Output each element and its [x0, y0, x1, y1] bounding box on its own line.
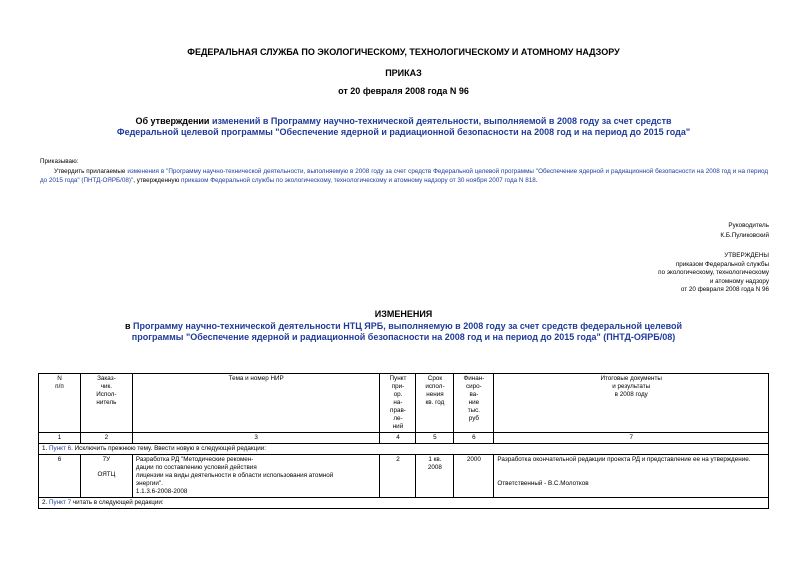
row-customer-executor: [80, 455, 132, 498]
approval-line: приказом Федеральной службы: [675, 260, 769, 268]
header-cell: N п/п: [39, 374, 81, 433]
row-number: 6: [39, 455, 81, 498]
column-number: 1: [39, 433, 81, 444]
row-funding: 2000: [454, 455, 494, 498]
table-note-row: [39, 498, 769, 509]
row-executor: ОЯТЦ: [97, 471, 116, 478]
item-6-link[interactable]: Пункт 6: [49, 445, 72, 452]
paragraph-start: Утвердить прилагаемые: [54, 168, 126, 175]
agency-heading: ФЕДЕРАЛЬНАЯ СЛУЖБА ПО ЭКОЛОГИЧЕСКОМУ, ТЕХНОЛОГИЧЕСКОМУ И АТОМНОМУ НАДЗОРУ: [187, 47, 620, 57]
order-title-link[interactable]: изменений в Программу научно-технической деятельности, выполняемой в 2008 году за счет средств Федеральной целевой программы "Обеспечение ядерной и радиационной безопасности на 2008 год и на период до 2015 года": [116, 116, 691, 137]
header-cell: Срок испол- нения кв. год: [416, 374, 454, 433]
approval-line: и атомному надзору: [709, 277, 769, 285]
table-row: [39, 455, 769, 498]
column-number: 6: [454, 433, 494, 444]
column-number: 5: [416, 433, 454, 444]
row-term: 1 кв. 2008: [416, 455, 454, 498]
note-cell: 2. Пункт 7 читать в следующей редакции:: [39, 498, 769, 509]
table-header-row: [39, 374, 769, 433]
approval-block: [658, 252, 769, 295]
changes-link[interactable]: изменения в "Программу научно-технической деятельности, выполняемую в 2008 году за счет средств Федеральной целевой программы "Обеспечение ядерной и радиационной безопасности на 2008 год и на период до 2015 года" (ПНТД-ОЯРБ/08)": [40, 168, 769, 184]
approval-line: по экологическому, технологическому: [658, 269, 769, 276]
changes-prefix: в: [124, 321, 131, 331]
order-intro: Приказываю:: [40, 158, 79, 165]
row-customer: 7У: [102, 456, 111, 463]
order-title-prefix: Об утверждении: [135, 116, 210, 126]
header-cell: Тема и номер НИР: [132, 374, 380, 433]
paragraph-end: .: [535, 176, 538, 184]
row-priority: 2: [380, 455, 416, 498]
order-date: от 20 февраля 2008 года N 96: [338, 86, 469, 96]
order-paragraph: [40, 168, 768, 185]
changes-title: ИЗМЕНЕНИЯ: [374, 309, 433, 319]
changes-subtitle: [100, 321, 707, 343]
program-link[interactable]: Программу научно-технической деятельности НТЦ ЯРБ, выполняемую в 2008 году за счет средств федеральной целевой программы "Обеспечение ядерной и радиационной безопасности на 2008 год и на период до 2015 года" (ПНТД-ОЯРБ/08): [131, 321, 683, 342]
prior-order-link[interactable]: приказом Федеральной службы по экологическому, технологическому и атомному надзору от 30 ноября 2007 года N 818: [181, 176, 536, 184]
column-number-row: [39, 433, 769, 444]
row-responsible: Ответственный - В.С.Молотков: [497, 480, 589, 487]
header-cell: Заказ- чик. Испол- нитель: [80, 374, 132, 433]
signature-name: К.Б.Пуликовский: [720, 232, 769, 239]
changes-table: [38, 373, 769, 509]
column-number: 2: [80, 433, 132, 444]
column-number: 7: [494, 433, 769, 444]
doc-type-heading: ПРИКАЗ: [385, 68, 422, 78]
note-cell: 1. Пункт 6. Исключить прежнюю тему. Ввести новую в следующей редакции:: [39, 444, 769, 455]
header-cell: Пункт при- ор. на- прав- ле- ний: [380, 374, 416, 433]
header-cell: Финан- сиро- ва- ние тыс. руб: [454, 374, 494, 433]
order-title: [110, 116, 697, 138]
row-topic: Разработка РД "Методические рекомен- дации по составлению условий действия лицензии на виды деятельности в области использования атомной энергии". 1.1.3.6-2008-2008: [132, 455, 380, 498]
row-result: Разработка окончательной редакции проекта РД и представление ее на утверждение. Ответственный - В.С.Молотков: [494, 455, 769, 498]
item-7-link[interactable]: Пункт 7: [49, 499, 72, 506]
approval-line: УТВЕРЖДЕНЫ: [724, 252, 769, 259]
column-number: 4: [380, 433, 416, 444]
signature-role: Руководитель: [728, 222, 769, 229]
table-note-row: [39, 444, 769, 455]
header-cell: Итоговые документы и результаты в 2008 году: [494, 374, 769, 433]
paragraph-mid: , утвержденную: [133, 176, 180, 184]
approval-line: от 20 февраля 2008 года N 96: [680, 286, 769, 293]
column-number: 3: [132, 433, 380, 444]
